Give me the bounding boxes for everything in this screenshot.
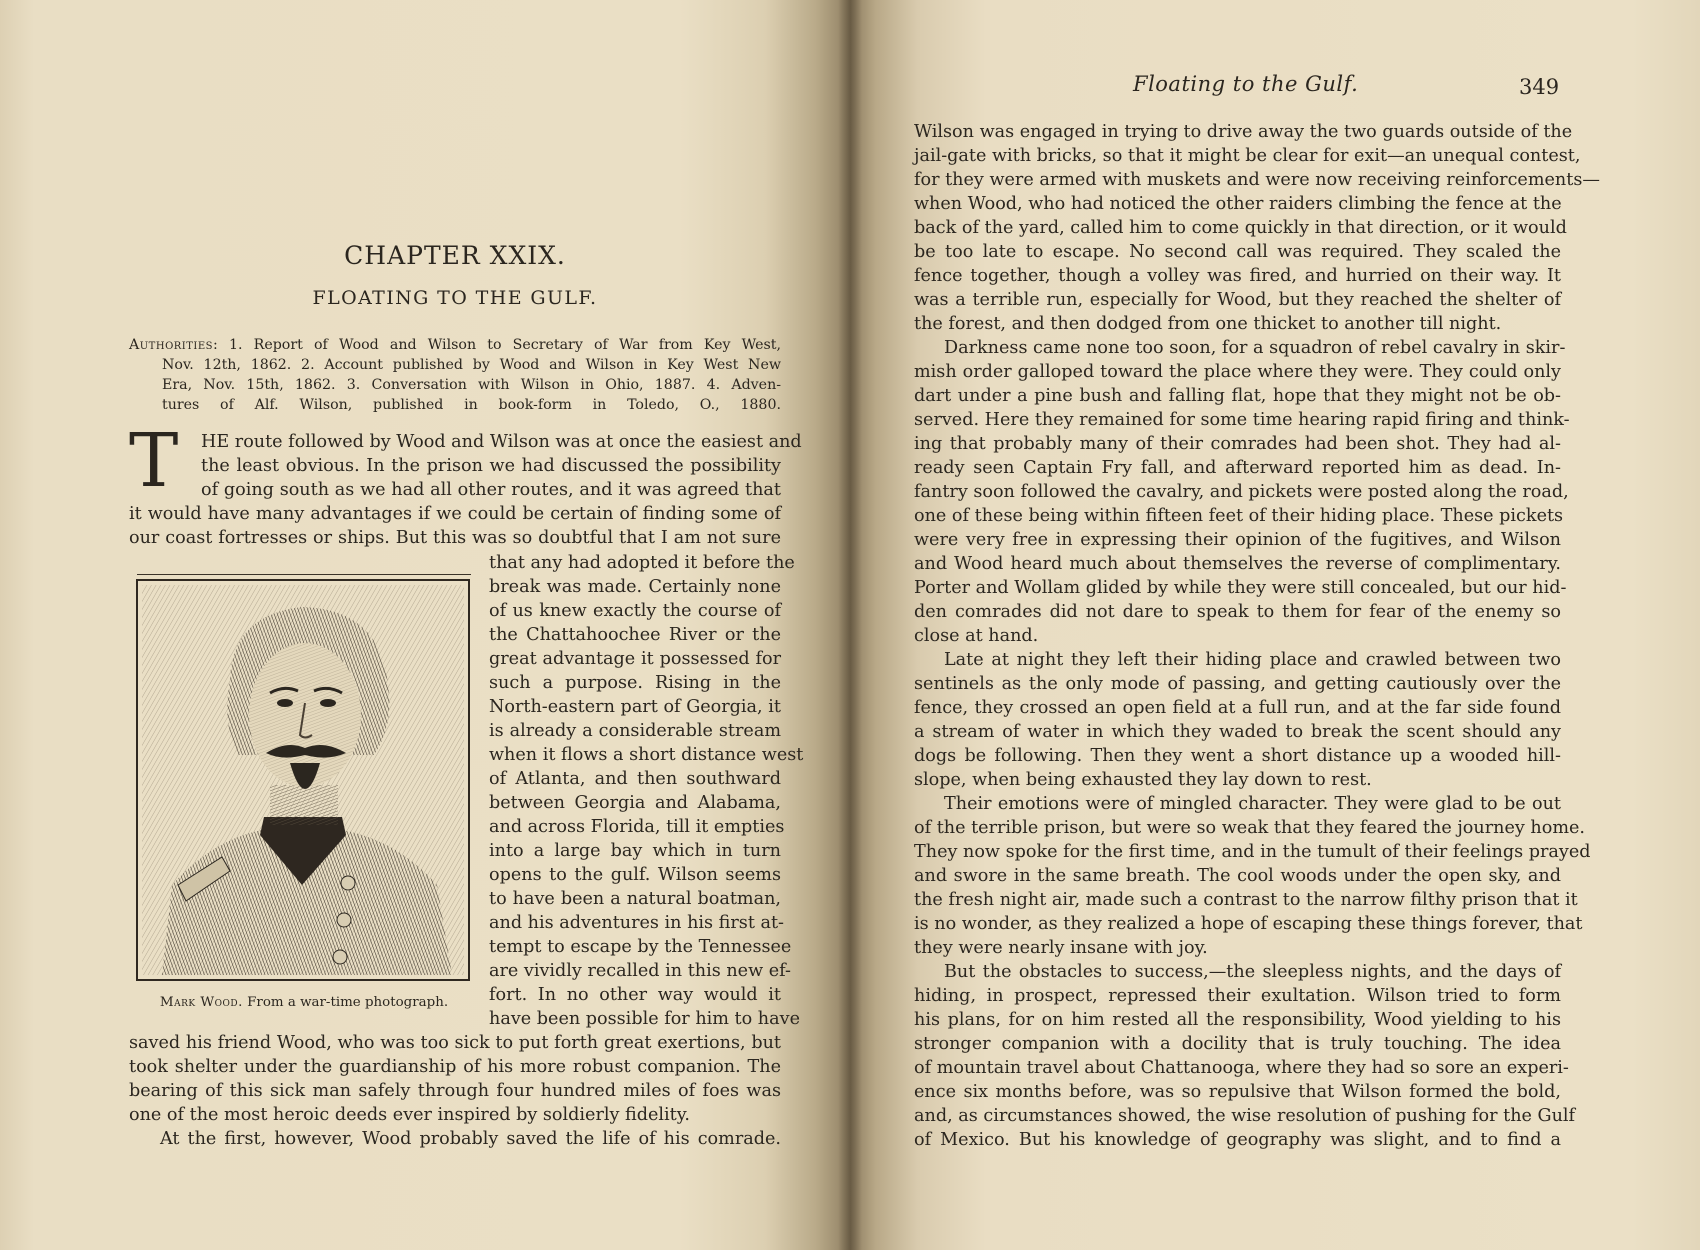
portrait-illustration	[142, 585, 464, 975]
body-line: into a large bay which in turn	[489, 841, 781, 861]
body-line: such a purpose. Rising in the	[489, 673, 781, 693]
body-line: Their emotions were of mingled character. They were glad to be out	[944, 794, 1561, 814]
portrait-caption	[129, 995, 479, 1010]
body-line: they were nearly insane with joy.	[914, 938, 1208, 958]
authorities-line: tures of Alf. Wilson, published in book-form in Toledo, O., 1880.	[162, 397, 781, 413]
body-line: ence six months before, was so repulsive that Wilson formed the bold,	[914, 1082, 1561, 1102]
body-line: is no wonder, as they realized a hope of escaping these things forever, that	[914, 914, 1583, 934]
body-line: slope, when being exhausted they lay down to rest.	[914, 770, 1372, 790]
body-line: of the terrible prison, but were so weak that they feared the journey home.	[914, 818, 1586, 838]
body-line: break was made. Certainly none	[489, 577, 781, 597]
body-line: back of the yard, called him to come quickly in that direction, or it would	[914, 218, 1567, 238]
body-line: the least obvious. In the prison we had discussed the possibility	[201, 456, 781, 476]
body-line: of Mexico. But his knowledge of geography was slight, and to find a	[914, 1130, 1561, 1150]
body-line: of Atlanta, and then southward	[489, 769, 781, 789]
body-line: saved his friend Wood, who was too sick to put forth great exertions, but	[129, 1033, 781, 1053]
body-line: took shelter under the guardianship of his more robust companion. The	[129, 1057, 781, 1077]
body-line: stronger companion with a docility that is truly touching. The idea	[914, 1034, 1561, 1054]
body-line: his plans, for on him rested all the responsibility, Wood yielding to his	[914, 1010, 1561, 1030]
body-line: it would have many advantages if we could be certain of finding some of	[129, 504, 781, 524]
body-line: our coast fortresses or ships. But this was so doubtful that I am not sure	[129, 528, 781, 548]
body-line: mish order galloped toward the place where they were. They could only	[914, 362, 1561, 382]
body-line: fantry soon followed the cavalry, and pickets were posted along the road,	[914, 482, 1569, 502]
body-line: the fresh night air, made such a contrast to the narrow filthy prison that it	[914, 890, 1578, 910]
body-line: of mountain travel about Chattanooga, where they had so sore an experi-	[914, 1058, 1569, 1078]
running-head: Floating to the Gulf.	[1133, 72, 1359, 96]
chapter-subtitle: FLOATING TO THE GULF.	[312, 287, 598, 309]
body-line: Darkness came none too soon, for a squadron of rebel cavalry in skir-	[944, 338, 1566, 358]
authorities-heading: Authorities	[129, 337, 214, 353]
chapter-title: CHAPTER XXIX.	[344, 241, 566, 270]
body-line: fence together, though a volley was fired, and hurried on their way. It	[914, 266, 1561, 286]
portrait-engraving	[136, 579, 470, 981]
body-line: one of these being within fifteen feet of their hiding place. These pickets	[914, 506, 1564, 526]
body-line: and his adventures in his first at-	[489, 913, 785, 933]
body-line: for they were armed with muskets and were now receiving reinforcements—	[914, 170, 1600, 190]
body-line: and across Florida, till it empties	[489, 817, 785, 837]
body-line: sentinels as the only mode of passing, and getting cautiously over the	[914, 674, 1561, 694]
body-line: are vividly recalled in this new ef-	[489, 961, 791, 981]
body-line: Wilson was engaged in trying to drive away the two guards outside of the	[914, 122, 1573, 142]
body-line: North-eastern part of Georgia, it	[489, 697, 781, 717]
body-line: when Wood, who had noticed the other raiders climbing the fence at the	[914, 194, 1562, 214]
body-line: and Wood heard much about themselves the reverse of complimentary.	[914, 554, 1561, 574]
body-line: dogs be following. Then they went a short distance up a wooded hill-	[914, 746, 1561, 766]
body-line: jail-gate with bricks, so that it might be clear for exit—an unequal contest,	[914, 146, 1581, 166]
body-line: Late at night they left their hiding place and crawled between two	[944, 650, 1561, 670]
page-number: 349	[1519, 75, 1560, 99]
body-line: one of the most heroic deeds ever inspired by soldierly fidelity.	[129, 1105, 690, 1125]
body-line: fence, they crossed an open field at a full run, and at the far side found	[914, 698, 1561, 718]
body-line: be too late to escape. No second call was required. They scaled the	[914, 242, 1561, 262]
body-line: opens to the gulf. Wilson seems	[489, 865, 781, 885]
body-line: the forest, and then dodged from one thicket to another till night.	[914, 314, 1502, 334]
body-line: They now spoke for the first time, and in the tumult of their feelings prayed	[914, 842, 1591, 862]
body-line: But the obstacles to success,—the sleepless nights, and the days of	[944, 962, 1561, 982]
body-line: hiding, in prospect, repressed their exultation. Wilson tried to form	[914, 986, 1561, 1006]
portrait-top-rule	[137, 574, 471, 575]
body-line: the Chattahoochee River or the	[489, 625, 781, 645]
body-line: a stream of water in which they waded to break the scent should any	[914, 722, 1561, 742]
body-line: At the first, however, Wood probably saved the life of his comrade.	[160, 1129, 781, 1149]
authorities-line: Authorities: 1. Report of Wood and Wilson to Secretary of War from Key West,	[129, 337, 781, 353]
body-line: of us knew exactly the course of	[489, 601, 781, 621]
body-line: was a terrible run, especially for Wood, but they reached the shelter of	[914, 290, 1561, 310]
caption-name: Mark Wood.	[159, 995, 243, 1010]
authorities-line: Era, Nov. 15th, 1862. 3. Conversation with Wilson in Ohio, 1887. 4. Adven-	[162, 377, 781, 393]
body-line: close at hand.	[914, 626, 1039, 646]
body-line: between Georgia and Alabama,	[489, 793, 781, 813]
body-line: great advantage it possessed for	[489, 649, 781, 669]
body-line: were very free in expressing their opinion of the fugitives, and Wilson	[914, 530, 1561, 550]
body-line: bearing of this sick man safely through four hundred miles of foes was	[129, 1081, 781, 1101]
body-line: and, as circumstances showed, the wise resolution of pushing for the Gulf	[914, 1106, 1576, 1126]
body-line: fort. In no other way would it	[489, 985, 781, 1005]
body-line: is already a considerable stream	[489, 721, 781, 741]
body-line: tempt to escape by the Tennessee	[489, 937, 792, 957]
body-line: dart under a pine bush and falling flat, hope that they might not be ob-	[914, 386, 1561, 406]
drop-cap: T	[129, 418, 179, 504]
body-line: that any had adopted it before the	[489, 553, 795, 573]
authorities-line: Nov. 12th, 1862. 2. Account published by Wood and Wilson in Key West New	[162, 357, 781, 373]
body-line: den comrades did not dare to speak to them for fear of the enemy so	[914, 602, 1561, 622]
body-line: when it flows a short distance west	[489, 745, 804, 765]
body-line: Porter and Wollam glided by while they were still concealed, but our hid-	[914, 578, 1567, 598]
body-line: and swore in the same breath. The cool woods under the open sky, and	[914, 866, 1561, 886]
body-line: ready seen Captain Fry fall, and afterward reported him as dead. In-	[914, 458, 1561, 478]
body-line: served. Here they remained for some time hearing rapid firing and think-	[914, 410, 1570, 430]
body-line: have been possible for him to have	[489, 1009, 800, 1029]
caption-text: From a war-time photograph.	[247, 995, 449, 1010]
body-line: ing that probably many of their comrades had been shot. They had al-	[914, 434, 1561, 454]
body-line: to have been a natural boatman,	[489, 889, 781, 909]
body-line: of going south as we had all other routes, and it was agreed that	[201, 480, 781, 500]
book-gutter-shadow	[838, 0, 862, 1250]
body-line: HE route followed by Wood and Wilson was at once the easiest and	[201, 432, 802, 452]
